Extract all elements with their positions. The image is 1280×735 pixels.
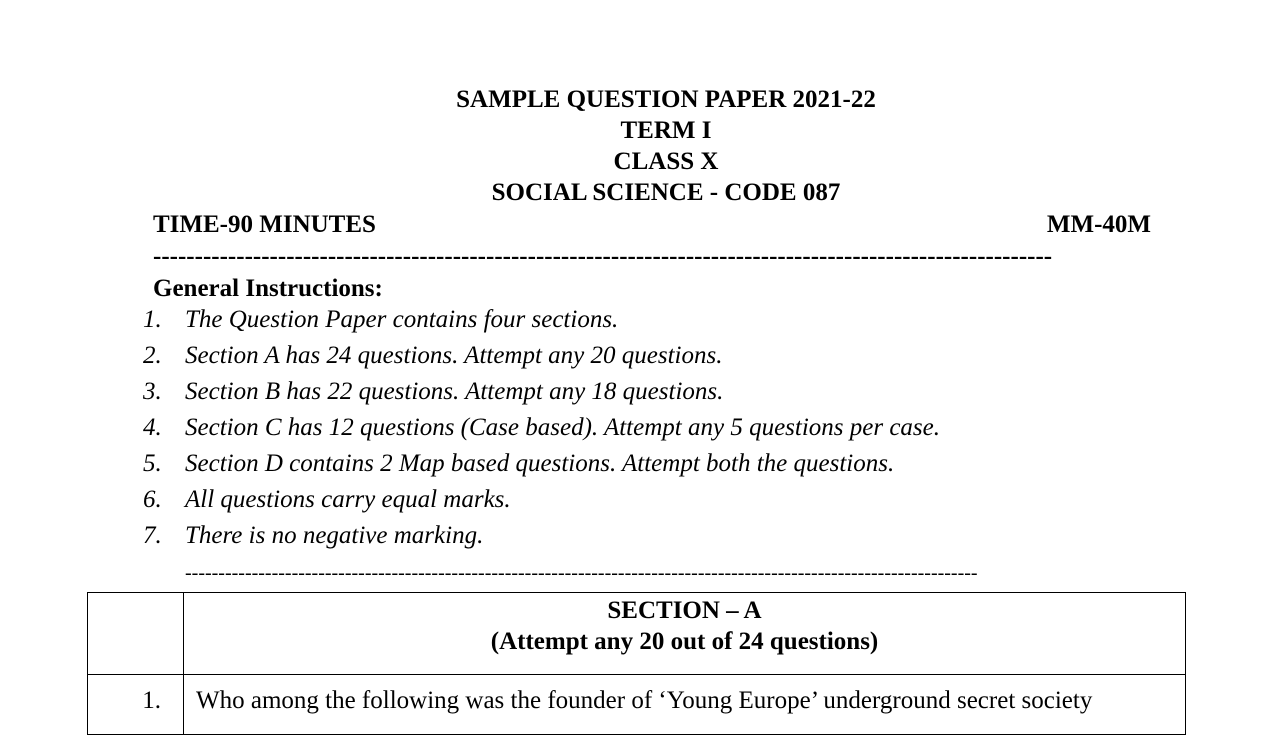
max-marks-label: MM-40M (1046, 211, 1151, 238)
section-header-row (88, 593, 1186, 675)
instruction-number: 2. (143, 342, 162, 369)
section-number-cell (88, 593, 184, 675)
questions-table (87, 592, 1186, 735)
time-label: TIME-90 MINUTES (153, 211, 376, 238)
section-header-cell (184, 593, 1186, 675)
instruction-number: 5. (143, 450, 162, 477)
subject-label: SOCIAL SCIENCE - CODE 087 (491, 179, 841, 206)
table-row (88, 675, 1186, 735)
general-instructions-heading: General Instructions: (153, 275, 383, 302)
class-label: CLASS X (613, 148, 719, 175)
time-marks-row (153, 209, 1151, 240)
instruction-text: There is no negative marking. (185, 522, 484, 549)
instruction-number: 3. (143, 378, 162, 405)
question-number: 1. (88, 675, 184, 735)
thin-dashed-separator: ----------------------------------------------------------------------------------------------------------------------- (185, 562, 978, 584)
term-label: TERM I (620, 117, 712, 144)
page-title: SAMPLE QUESTION PAPER 2021-22 (456, 86, 876, 113)
question-text: Who among the following was the founder of ‘Young Europe’ underground secret society (184, 675, 1186, 735)
instruction-text: Section A has 24 questions. Attempt any 20 questions. (185, 342, 723, 369)
instruction-number: 1. (143, 306, 162, 333)
section-title: SECTION – A (607, 597, 762, 624)
instruction-number: 4. (143, 414, 162, 441)
bold-dashed-separator: ------------------------------------------------------------------------------------------------------------ (153, 243, 1053, 270)
instruction-number: 7. (143, 522, 162, 549)
instruction-text: Section D contains 2 Map based questions. Attempt both the questions. (185, 450, 895, 477)
instruction-text: Section C has 12 questions (Case based). Attempt any 5 questions per case. (185, 414, 941, 441)
section-subtitle: (Attempt any 20 out of 24 questions) (490, 628, 879, 655)
instruction-text: Section B has 22 questions. Attempt any 18 questions. (185, 378, 724, 405)
instruction-text: The Question Paper contains four sections. (185, 306, 619, 333)
instruction-number: 6. (143, 486, 162, 513)
instruction-text: All questions carry equal marks. (185, 486, 511, 513)
